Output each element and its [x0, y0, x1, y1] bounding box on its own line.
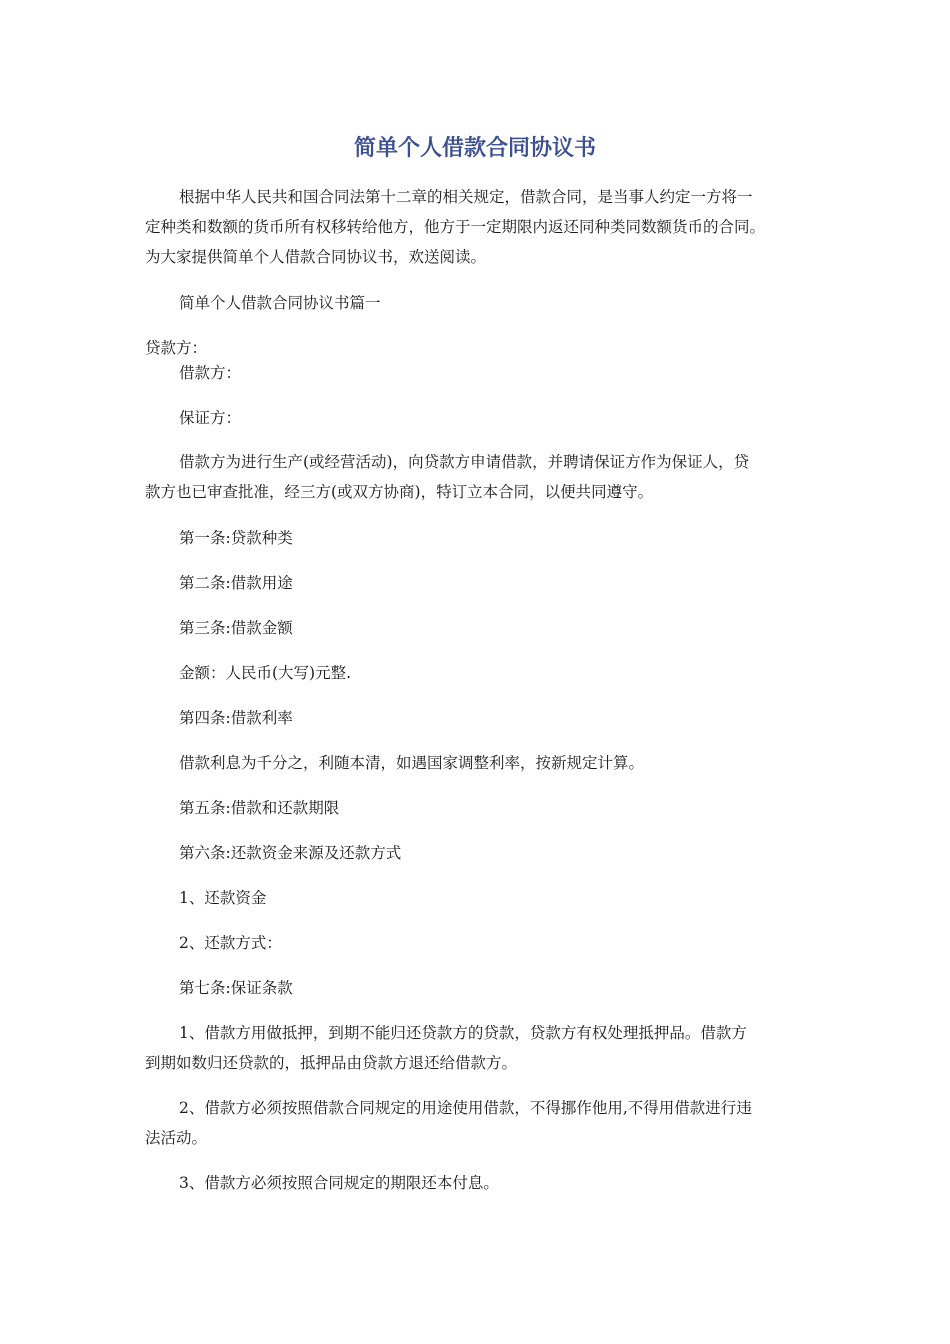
- article-6: 第六条:还款资金来源及还款方式: [179, 844, 402, 862]
- guarantee-clause-1: [145, 1018, 810, 1078]
- intro-line-1: 根据中华人民共和国合同法第十二章的相关规定，借款合同，是当事人约定一方将一: [179, 188, 753, 206]
- amount-line: 金额：人民币(大写)元整.: [179, 664, 352, 682]
- article-5: 第五条:借款和还款期限: [179, 799, 340, 817]
- article-1: 第一条:贷款种类: [179, 529, 293, 547]
- clause-1-line-1: 1、借款方用做抵押，到期不能归还贷款方的贷款，贷款方有权处理抵押品。借款方: [179, 1024, 747, 1042]
- guarantor-line: 保证方：: [179, 409, 242, 427]
- repayment-item-1: 1、还款资金: [179, 889, 267, 907]
- section-heading: 简单个人借款合同协议书篇一: [179, 294, 381, 312]
- intro-line-2: 定种类和数额的货币所有权移转给他方，他方于一定期限内返还同种类同数额货币的合同。: [145, 218, 766, 236]
- borrower-line: 借款方：: [179, 364, 242, 382]
- article-3: 第三条:借款金额: [179, 619, 293, 637]
- article-4: 第四条:借款利率: [179, 709, 293, 727]
- repayment-item-2: 2、还款方式：: [179, 934, 282, 952]
- article-2: 第二条:借款用途: [179, 574, 293, 592]
- intro-paragraph: [145, 182, 810, 272]
- clause-1-line-2: 到期如数归还贷款的，抵押品由贷款方退还给借款方。: [145, 1054, 518, 1072]
- document-title: 简单个人借款合同协议书: [353, 136, 596, 161]
- clause-2-line-1: 2、借款方必须按照借款合同规定的用途使用借款，不得挪作他用,不得用借款进行违: [179, 1099, 752, 1117]
- lender-line: 贷款方：: [145, 339, 208, 357]
- guarantee-clause-2: [145, 1093, 810, 1153]
- interest-line: 借款利息为千分之，利随本清，如遇国家调整利率，按新规定计算。: [179, 754, 645, 772]
- guarantee-clause-3: 3、借款方必须按照合同规定的期限还本付息。: [179, 1174, 499, 1192]
- intro-line-3: 为大家提供简单个人借款合同协议书，欢送阅读。: [145, 248, 487, 266]
- article-7: 第七条:保证条款: [179, 979, 293, 997]
- clause-2-line-2: 法活动。: [145, 1129, 208, 1147]
- preamble-paragraph: [145, 447, 810, 507]
- preamble-line-1: 借款方为进行生产(或经营活动)，向贷款方申请借款，并聘请保证方作为保证人，贷: [179, 453, 750, 471]
- preamble-line-2: 款方也已审查批准，经三方(或双方协商)，特订立本合同，以便共同遵守。: [145, 483, 654, 501]
